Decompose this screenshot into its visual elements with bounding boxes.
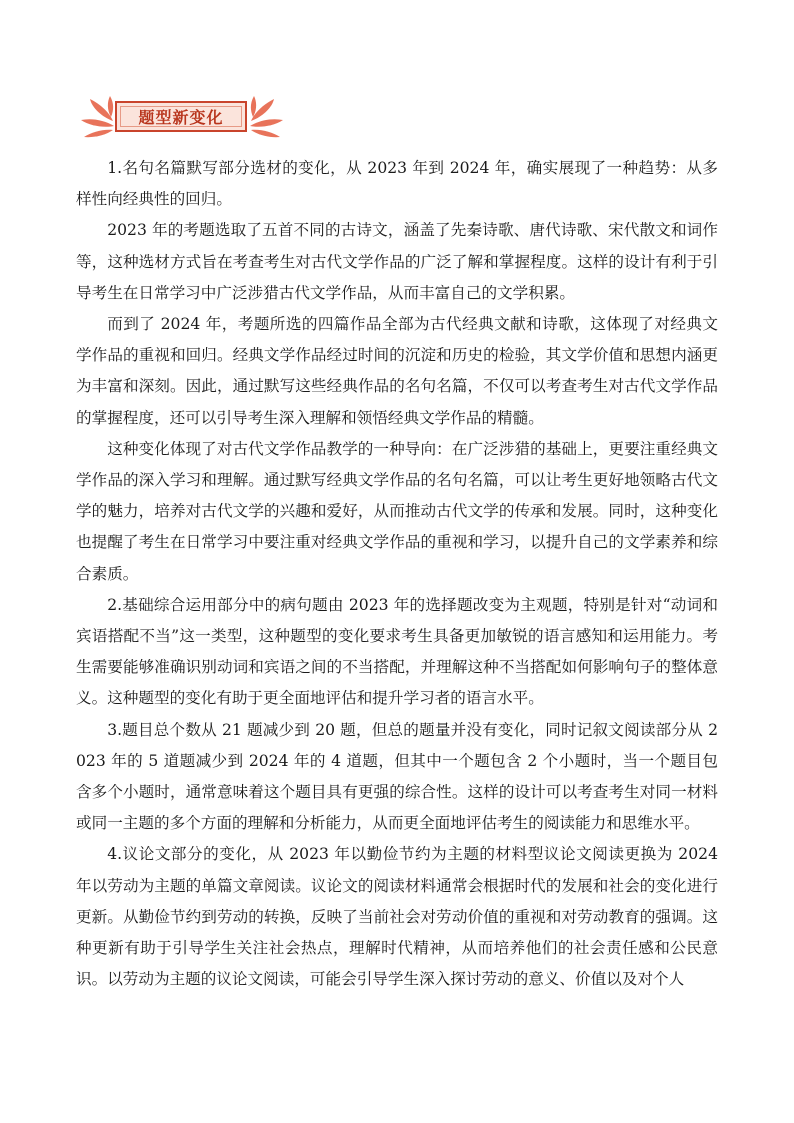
paragraph: 3.题目总个数从 21 题减少到 20 题，但总的题量并没有变化，同时记叙文阅读部分从 2023 年的 5 道题减少到 2024 年的 4 道题，但其中一个题包含 2 个小题时，当一个题目包含多个小题时，通常意味着这个题目具有更强的综合性。这样的设计可以考查考生对同一材料或同一主题的多个方面的理解和分析能力，从而更全面地评估考生的阅读能力和思维水平。 [76,720,718,833]
section-header-badge [78,96,286,142]
section-title: 题型新变化 [138,108,224,127]
paragraph: 1.名句名篇默写部分选材的变化，从 2023 年到 2024 年，确实展现了一种趋势：从多样性向经典性的回归。 [76,159,718,209]
paragraph: 而到了 2024 年，考题所选的四篇作品全部为古代经典文献和诗歌，这体现了对经典文学作品的重视和回归。经典文学作品经过时间的沉淀和历史的检验，其文学价值和思想内涵更为丰富和深刻。因此，通过默写这些经典作品的名句名篇，不仅可以考查考生对古代文学作品的掌握程度，还可以引导考生深入理解和领悟经典文学作品的精髓。 [76,315,718,427]
paragraph: 2023 年的考题选取了五首不同的古诗文，涵盖了先秦诗歌、唐代诗歌、宋代散文和词作等，这种选材方式旨在考查考生对古代文学作品的广泛了解和掌握程度。这样的设计有利于引导考生在日常学习中广泛涉猎古代文学作品，从而丰富自己的文学积累。 [76,221,718,302]
article-body [76,153,718,995]
paragraph: 4.议论文部分的变化，从 2023 年以勤俭节约为主题的材料型议论文阅读更换为 2024 年以劳动为主题的单篇文章阅读。议论文的阅读材料通常会根据时代的发展和社会的变化进行更新。从勤俭节约到劳动的转换，反映了当前社会对劳动价值的重视和对劳动教育的强调。这种更新有助于引导学生关注社会热点，理解时代精神，从而培养他们的社会责任感和公民意识。以劳动为主题的议论文阅读，可能会引导学生深入探讨劳动的意义、价值以及对个人 [76,845,718,989]
paragraph: 2.基础综合运用部分中的病句题由 2023 年的选择题改变为主观题，特别是针对“动词和宾语搭配不当”这一类型，这种题型的变化要求考生具备更加敏锐的语言感知和运用能力。考生需要能够准确识别动词和宾语之间的不当搭配，并理解这种不当搭配如何影响句子的整体意义。这种题型的变化有助于更全面地评估和提升学习者的语言水平。 [76,595,718,708]
paragraph: 这种变化体现了对古代文学作品教学的一种导向：在广泛涉猎的基础上，更要注重经典文学作品的深入学习和理解。通过默写经典文学作品的名句名篇，可以让考生更好地领略古代文学的魅力，培养对古代文学的兴趣和爱好，从而推动古代文学的传承和发展。同时，这种变化也提醒了考生在日常学习中要注重对经典文学作品的重视和学习，以提升自己的文学素养和综合素质。 [76,439,718,583]
section-title-box [115,101,247,132]
